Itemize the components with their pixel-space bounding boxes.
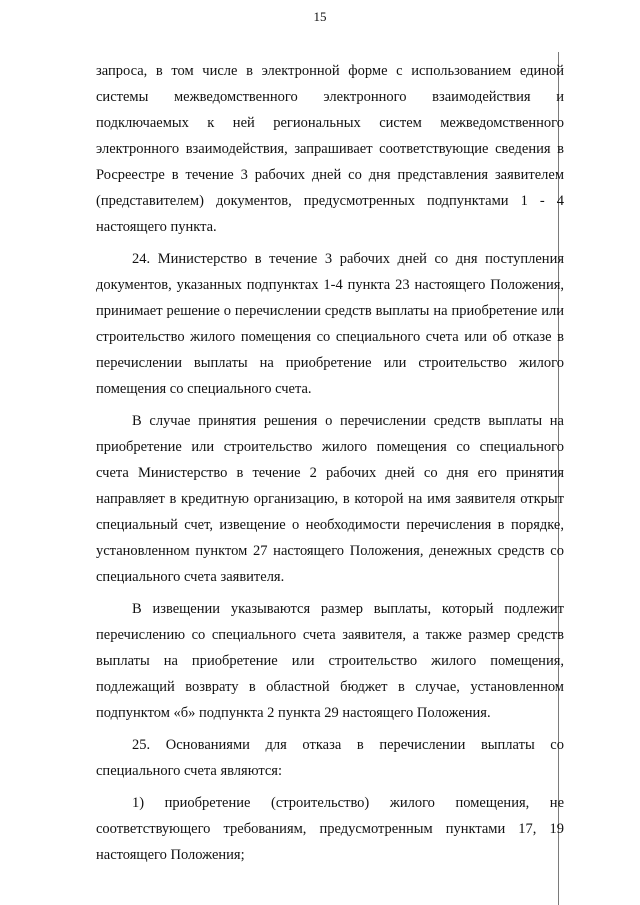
text-line: В случае принятия решения о перечислении средств выплаты на	[132, 413, 564, 429]
text-line: направляет в кредитную организацию, в которой на имя заявителя открыт	[96, 491, 564, 507]
text-line: специального счета заявителя.	[96, 569, 285, 585]
text-line: перечислению со специального счета заявителя, а также размер средств	[96, 627, 564, 643]
page-number: 15	[313, 9, 327, 24]
paragraph-decision-transfer	[96, 408, 564, 590]
text-line: подключаемых к ней региональных систем межведомственного	[96, 115, 564, 131]
text-line: счета Министерство в течение 2 рабочих дней со дня его принятия	[96, 465, 564, 481]
text-line: настоящего пункта.	[96, 219, 217, 235]
text-line: запроса, в том числе в электронной форме с использованием единой	[96, 63, 564, 79]
text-line: выплаты на приобретение или строительство жилого помещения,	[96, 653, 564, 669]
text-line: электронного взаимодействия, запрашивает соответствующие сведения в	[96, 141, 564, 157]
paragraph-notice-contents	[96, 596, 564, 726]
text-line: системы межведомственного электронного взаимодействия и	[96, 89, 564, 105]
text-line: помещения со специального счета.	[96, 381, 312, 397]
paragraph-item-25	[96, 732, 564, 784]
text-line: установленном пунктом 27 настоящего Положения, денежных средств со	[96, 543, 564, 559]
text-line: 1) приобретение (строительство) жилого помещения, не	[132, 795, 564, 811]
text-line: специальный счет, извещение о необходимости перечисления в порядке,	[96, 517, 564, 533]
text-line: В извещении указываются размер выплаты, который подлежит	[132, 601, 564, 617]
text-line: 24. Министерство в течение 3 рабочих дней со дня поступления	[132, 251, 564, 267]
text-line: принимает решение о перечислении средств выплаты на приобретение или	[96, 303, 564, 319]
paragraph-request-continuation	[96, 58, 564, 240]
text-line: подлежащий возврату в областной бюджет в случае, установленном	[96, 679, 564, 695]
paragraph-item-24	[96, 246, 564, 402]
text-line: соответствующего требованиям, предусмотренным пунктами 17, 19	[96, 821, 564, 837]
text-line: строительство жилого помещения со специального счета или об отказе в	[96, 329, 564, 345]
text-line: документов, указанных подпунктах 1-4 пункта 23 настоящего Положения,	[96, 277, 564, 293]
text-line: настоящего Положения;	[96, 847, 245, 863]
text-line: перечислении выплаты на приобретение или строительство жилого	[96, 355, 564, 371]
text-line: (представителем) документов, предусмотренных подпунктами 1 - 4	[96, 193, 564, 209]
paragraph-subitem-1	[96, 790, 564, 868]
text-line: подпунктом «б» подпункта 2 пункта 29 настоящего Положения.	[96, 705, 491, 721]
text-line: Росреестре в течение 3 рабочих дней со дня представления заявителем	[96, 167, 564, 183]
text-line: 25. Основаниями для отказа в перечислении выплаты со	[132, 737, 564, 753]
document-body	[96, 58, 564, 868]
text-line: специального счета являются:	[96, 763, 283, 779]
text-line: приобретение или строительство жилого помещения со специального	[96, 439, 564, 455]
